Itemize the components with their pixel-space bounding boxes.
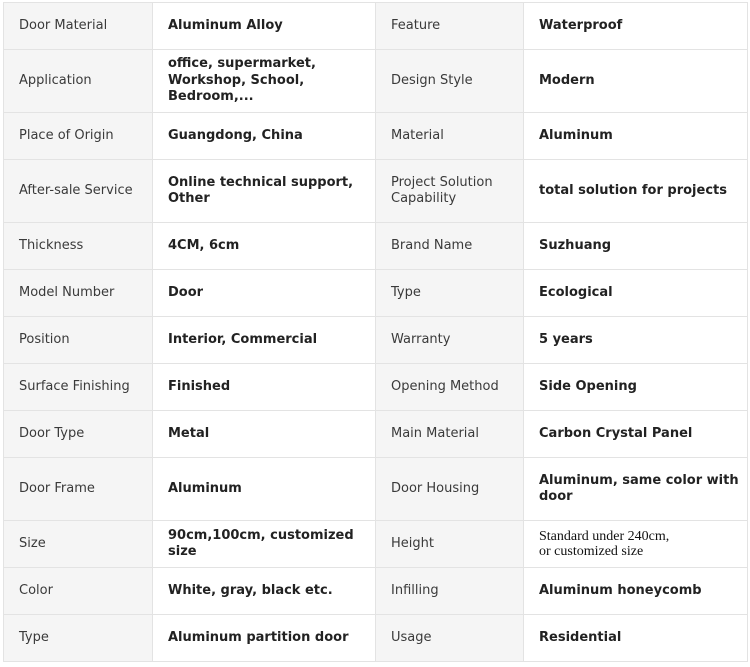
spec-label: Brand Name	[376, 223, 524, 270]
spec-value: Interior, Commercial	[153, 317, 376, 364]
spec-value: 4CM, 6cm	[153, 223, 376, 270]
spec-row	[4, 113, 748, 160]
spec-label: Usage	[376, 615, 524, 662]
spec-value: Aluminum	[153, 458, 376, 521]
spec-row	[4, 50, 748, 113]
spec-value: Residential	[524, 615, 748, 662]
spec-row	[4, 317, 748, 364]
spec-value: Guangdong, China	[153, 113, 376, 160]
spec-row	[4, 223, 748, 270]
spec-label: Material	[376, 113, 524, 160]
spec-label: Door Frame	[4, 458, 153, 521]
spec-value: Aluminum	[524, 113, 748, 160]
spec-row	[4, 160, 748, 223]
spec-value: Metal	[153, 411, 376, 458]
spec-value: 90cm,100cm, customized size	[153, 521, 376, 568]
spec-label: Door Material	[4, 3, 153, 50]
spec-label: Size	[4, 521, 153, 568]
spec-label: Type	[376, 270, 524, 317]
spec-row	[4, 411, 748, 458]
spec-value: Online technical support, Other	[153, 160, 376, 223]
spec-label: Main Material	[376, 411, 524, 458]
spec-label: Color	[4, 568, 153, 615]
spec-label: Position	[4, 317, 153, 364]
spec-value: Aluminum honeycomb	[524, 568, 748, 615]
spec-value: Modern	[524, 50, 748, 113]
spec-label: After-sale Service	[4, 160, 153, 223]
spec-row	[4, 364, 748, 411]
spec-row	[4, 270, 748, 317]
spec-label: Project Solution Capability	[376, 160, 524, 223]
spec-label: Warranty	[376, 317, 524, 364]
product-spec-table	[3, 2, 748, 662]
spec-value: White, gray, black etc.	[153, 568, 376, 615]
spec-value: Aluminum partition door	[153, 615, 376, 662]
spec-label: Height	[376, 521, 524, 568]
spec-label: Design Style	[376, 50, 524, 113]
spec-label: Opening Method	[376, 364, 524, 411]
spec-row	[4, 521, 748, 568]
spec-row	[4, 458, 748, 521]
spec-value: Carbon Crystal Panel	[524, 411, 748, 458]
spec-value: office, supermarket, Workshop, School, Bedroom,...	[153, 50, 376, 113]
spec-value: Suzhuang	[524, 223, 748, 270]
spec-label: Infilling	[376, 568, 524, 615]
spec-value: Ecological	[524, 270, 748, 317]
spec-label: Door Type	[4, 411, 153, 458]
spec-label: Type	[4, 615, 153, 662]
spec-value: Waterproof	[524, 3, 748, 50]
spec-value: 5 years	[524, 317, 748, 364]
spec-label: Application	[4, 50, 153, 113]
spec-row	[4, 3, 748, 50]
spec-label: Feature	[376, 3, 524, 50]
spec-label: Model Number	[4, 270, 153, 317]
spec-value: Aluminum Alloy	[153, 3, 376, 50]
spec-value: Standard under 240cm, or customized size	[524, 521, 748, 568]
spec-value: Side Opening	[524, 364, 748, 411]
spec-label: Surface Finishing	[4, 364, 153, 411]
spec-label: Door Housing	[376, 458, 524, 521]
spec-label: Thickness	[4, 223, 153, 270]
spec-value: total solution for projects	[524, 160, 748, 223]
spec-label: Place of Origin	[4, 113, 153, 160]
spec-value: Aluminum, same color with door	[524, 458, 748, 521]
spec-row	[4, 568, 748, 615]
spec-value: Finished	[153, 364, 376, 411]
spec-row	[4, 615, 748, 662]
spec-value: Door	[153, 270, 376, 317]
